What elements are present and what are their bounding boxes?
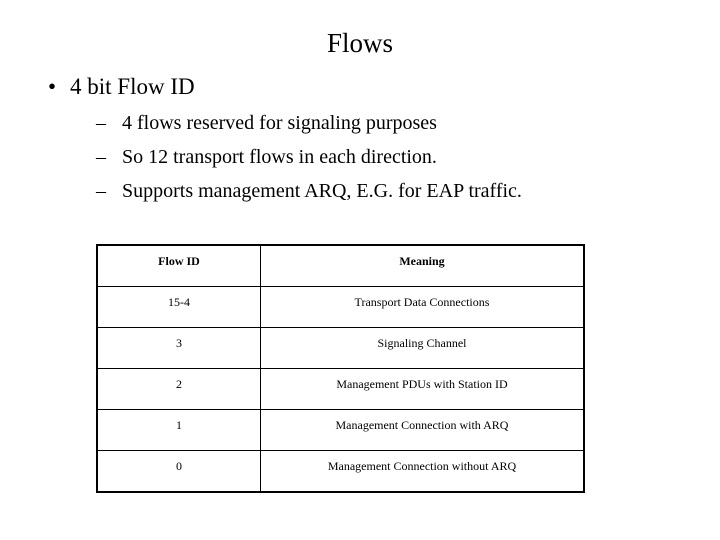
cell-meaning: Signaling Channel [261, 328, 585, 369]
subbullet-item [96, 112, 437, 135]
bullet-text: 4 bit Flow ID [70, 74, 195, 99]
header-flow-id: Flow ID [97, 245, 261, 287]
table-row [97, 287, 584, 328]
cell-meaning: Management Connection with ARQ [261, 410, 585, 451]
subbullet-text: Supports management ARQ, E.G. for EAP traffic. [122, 180, 522, 202]
table-row [97, 328, 584, 369]
subbullet-text: So 12 transport flows in each direction. [122, 146, 437, 168]
flow-id-table [96, 244, 585, 493]
subbullet-item [96, 146, 437, 169]
table-header-row [97, 245, 584, 287]
cell-flow-id: 1 [97, 410, 261, 451]
cell-flow-id: 2 [97, 369, 261, 410]
table-row [97, 369, 584, 410]
cell-flow-id: 0 [97, 451, 261, 493]
cell-meaning: Management PDUs with Station ID [261, 369, 585, 410]
dash-marker: – [96, 180, 106, 202]
bullet-item [48, 74, 195, 100]
table-row [97, 410, 584, 451]
cell-flow-id: 15-4 [97, 287, 261, 328]
dash-marker: – [96, 112, 106, 134]
header-meaning: Meaning [261, 245, 585, 287]
dash-marker: – [96, 146, 106, 168]
table-row [97, 451, 584, 493]
bullet-marker: • [48, 74, 57, 99]
slide-title: Flows [326, 28, 394, 58]
cell-flow-id: 3 [97, 328, 261, 369]
subbullet-item [96, 180, 522, 203]
subbullet-text: 4 flows reserved for signaling purposes [122, 112, 437, 134]
cell-meaning: Management Connection without ARQ [261, 451, 585, 493]
cell-meaning: Transport Data Connections [261, 287, 585, 328]
